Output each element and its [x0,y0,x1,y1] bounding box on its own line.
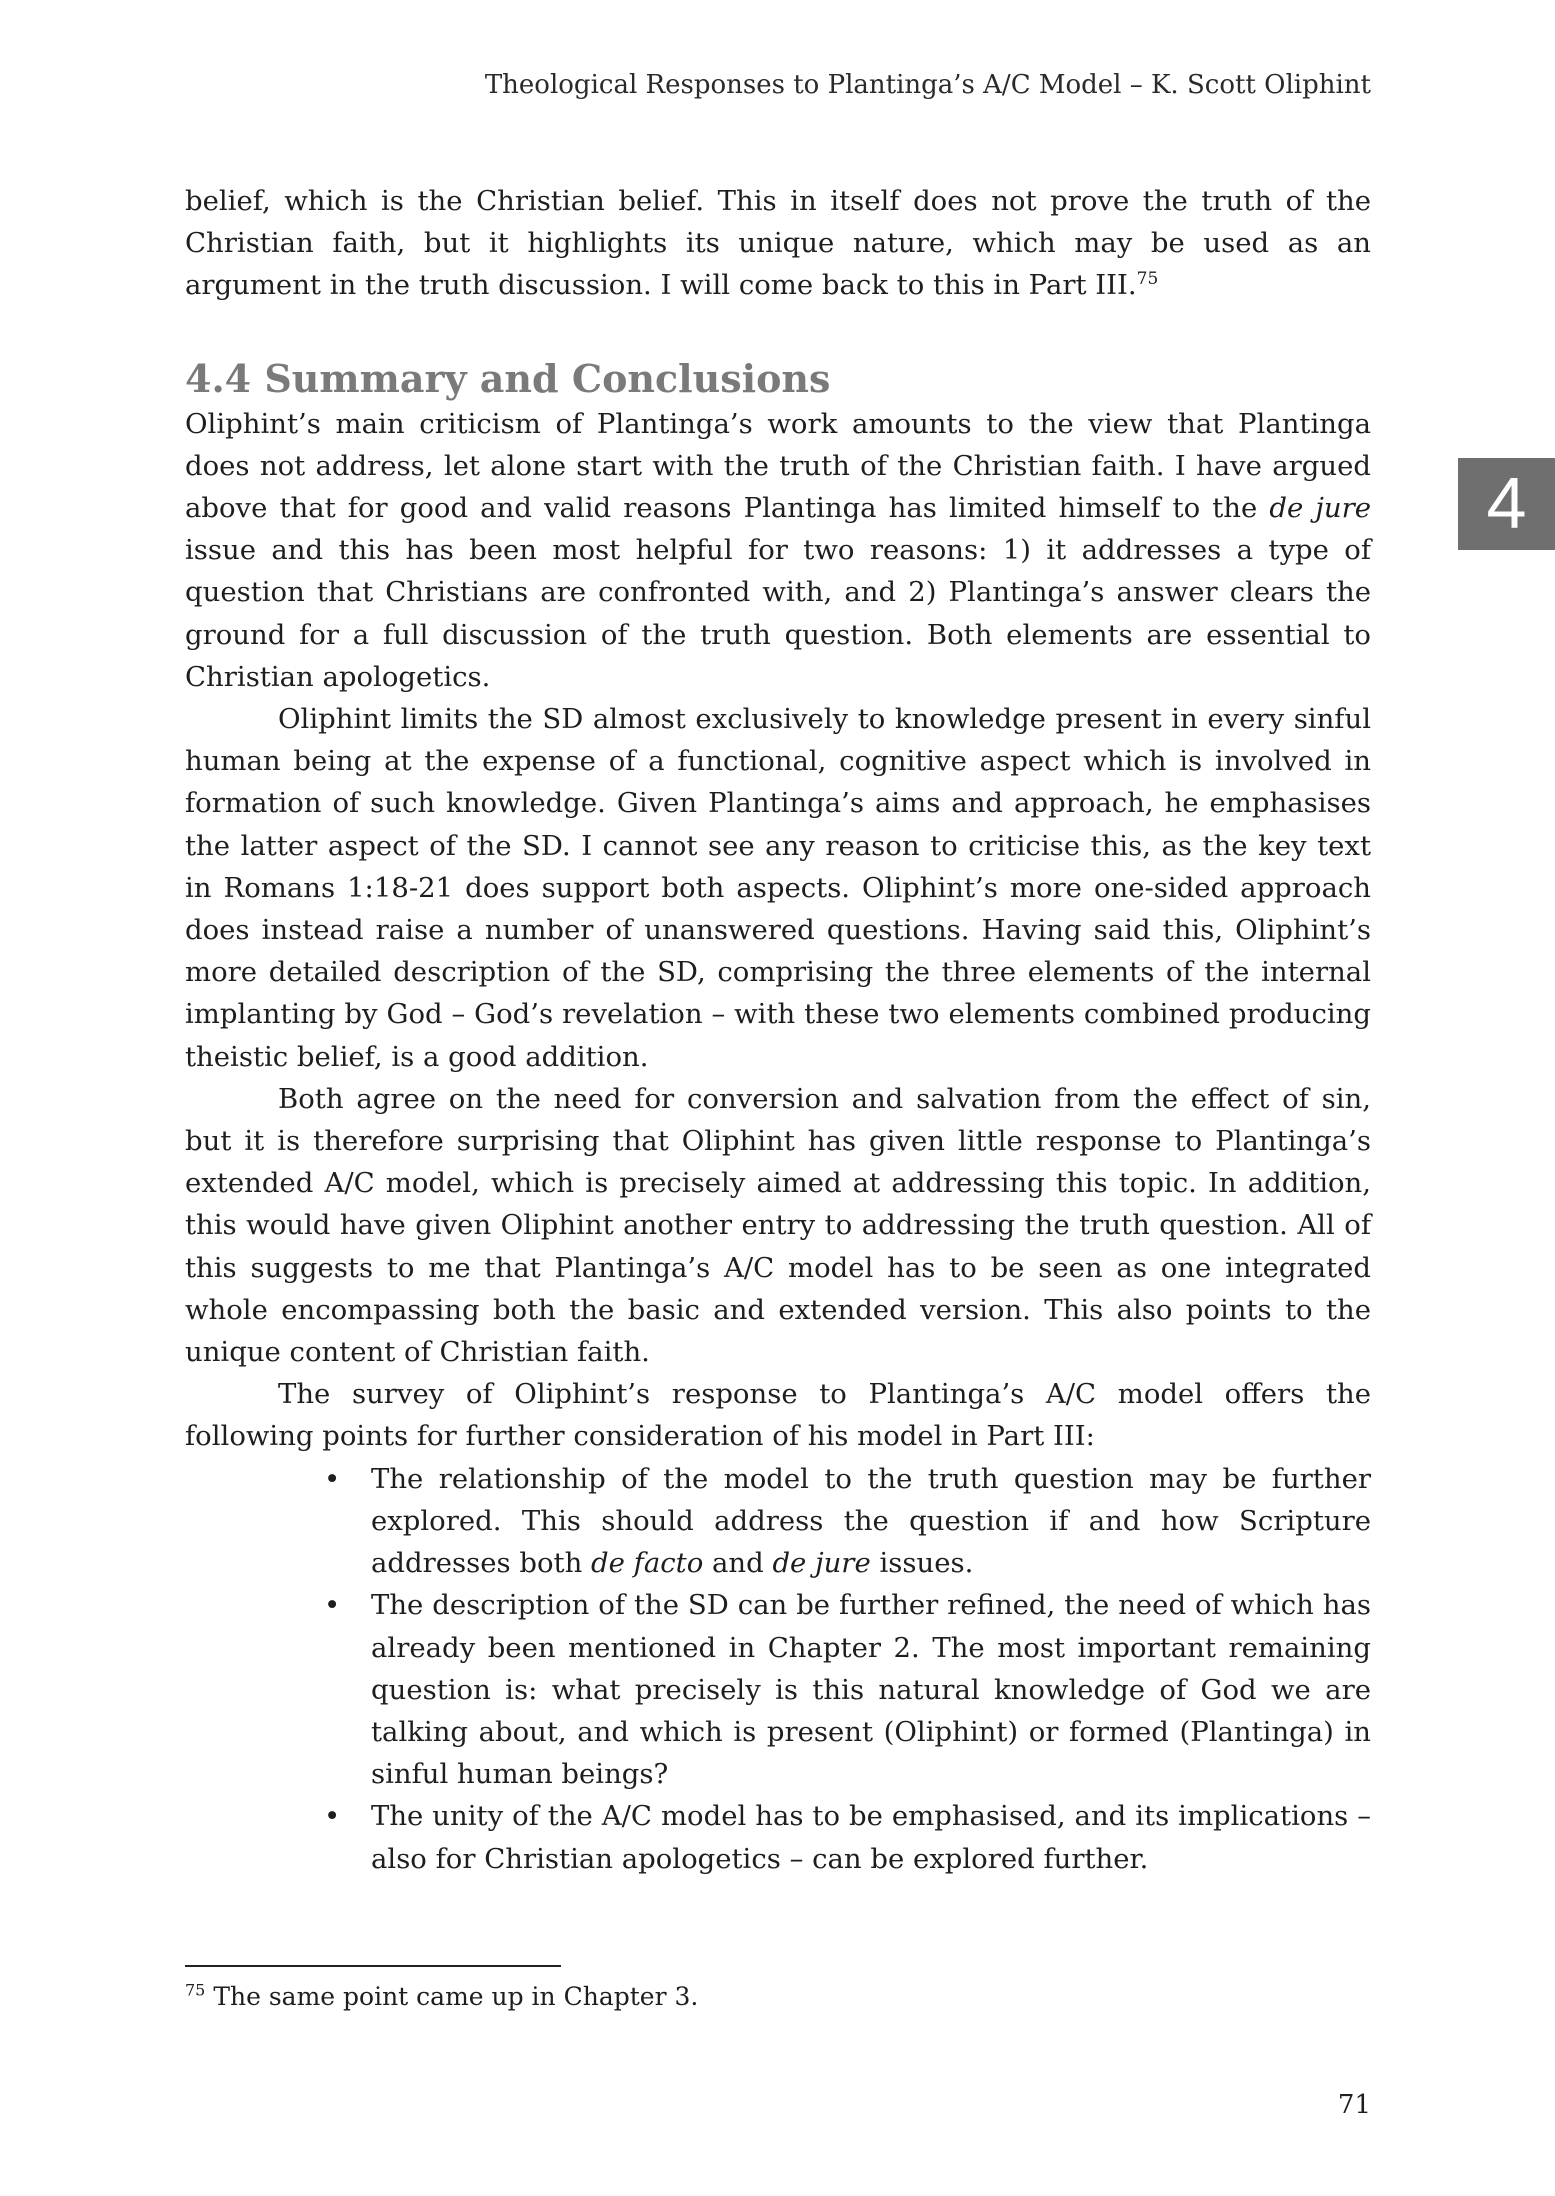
footnote-text: The same point came up in Chapter 3. [213,1982,699,2011]
paragraph-1 [185,403,1371,698]
bullet-icon: • [324,1462,341,1495]
list-item-text: The unity of the A/C model has to be emphasised, and its implications – also for Christian apologetics – can be explored further. [371,1800,1371,1875]
paragraph-1-emphasis: de jure [1269,492,1371,525]
bullet-list [185,1458,1371,1880]
footnote-divider [185,1965,561,1967]
chapter-tab: 4 [1458,458,1555,550]
paragraph-4: The survey of Oliphint’s response to Plantinga’s A/C model offers the following points for further consideration of his model in Part III: [185,1378,1371,1453]
footnote [185,1980,698,2014]
footnote-reference[interactable]: 75 [1136,269,1159,290]
paragraph-1-text-b: issue and this has been most helpful for two reasons: 1) it addresses a type of question that Christians are confronted with, and 2) Plantinga’s answer clears the ground for a full discussion of the truth question. Both elements are essential to Christian apologetics. [185,534,1371,693]
bullet-icon: • [324,1589,341,1622]
list-item [324,1584,1371,1795]
list-item [324,1795,1371,1879]
section-heading: 4.4 Summary and Conclusions [185,355,831,401]
main-text [185,180,1371,1880]
paragraph-1-text-a: Oliphint’s main criticism of Plantinga’s work amounts to the view that Plantinga does not address, let alone start with the truth of the Christian faith. I have argued above that for good and valid reasons Plantinga has limited himself to the [185,407,1371,525]
running-head: Theological Responses to Plantinga’s A/C Model – K. Scott Oliphint [484,70,1371,100]
list-item-text: The description of the SD can be further refined, the need of which has already been mentioned in Chapter 2. The most important remaining question is: what precisely is this natural knowledge of God we are talking about, and which is present (Oliphint) or formed (Plantinga) in sinful human beings? [371,1589,1371,1791]
list-item-text: The relationship of the model to the truth question may be further explored. This should address the question if and how Scripture addresses both [371,1462,1371,1580]
footnote-number: 75 [185,1980,206,2000]
opening-text: belief, which is the Christian belief. This in itself does not prove the truth of the Christian faith, but it highlights its unique nature, which may be used as an argument in the truth discussion. I will come back to this in Part III. [185,185,1371,302]
list-item-emphasis: de jure [772,1547,871,1580]
paragraph-2: Oliphint limits the SD almost exclusively to knowledge present in every sinful human being at the expense of a functional, cognitive aspect which is involved in formation of such knowledge. Given Plantinga’s aims and approach, he emphasises the latter aspect of the SD. I cannot see any reason to criticise this, as the key text in Romans 1:18-21 does support both aspects. Oliphint’s more one-sided approach does instead raise a number of unanswered questions. Having said this, Oliphint’s more detailed description of the SD, comprising the three elements of the internal implanting by God – God’s revelation – with these two elements combined producing theistic belief, is a good addition. [185,703,1371,1073]
bullet-icon: • [324,1800,341,1833]
list-item-emphasis: de facto [591,1547,704,1580]
paragraph-3: Both agree on the need for conversion and salvation from the effect of sin, but it is therefore surprising that Oliphint has given little response to Plantinga’s extended A/C model, which is precisely aimed at addressing this topic. In addition, this would have given Oliphint another entry to addressing the truth question. All of this suggests to me that Plantinga’s A/C model has to be seen as one integrated whole encompassing both the basic and extended version. This also points to the unique content of Christian faith. [185,1082,1371,1369]
list-item-text: issues. [870,1547,974,1580]
opening-paragraph [185,180,1371,307]
list-item [324,1458,1371,1585]
list-item-text: and [703,1547,773,1580]
page-number: 71 [1337,2090,1371,2120]
